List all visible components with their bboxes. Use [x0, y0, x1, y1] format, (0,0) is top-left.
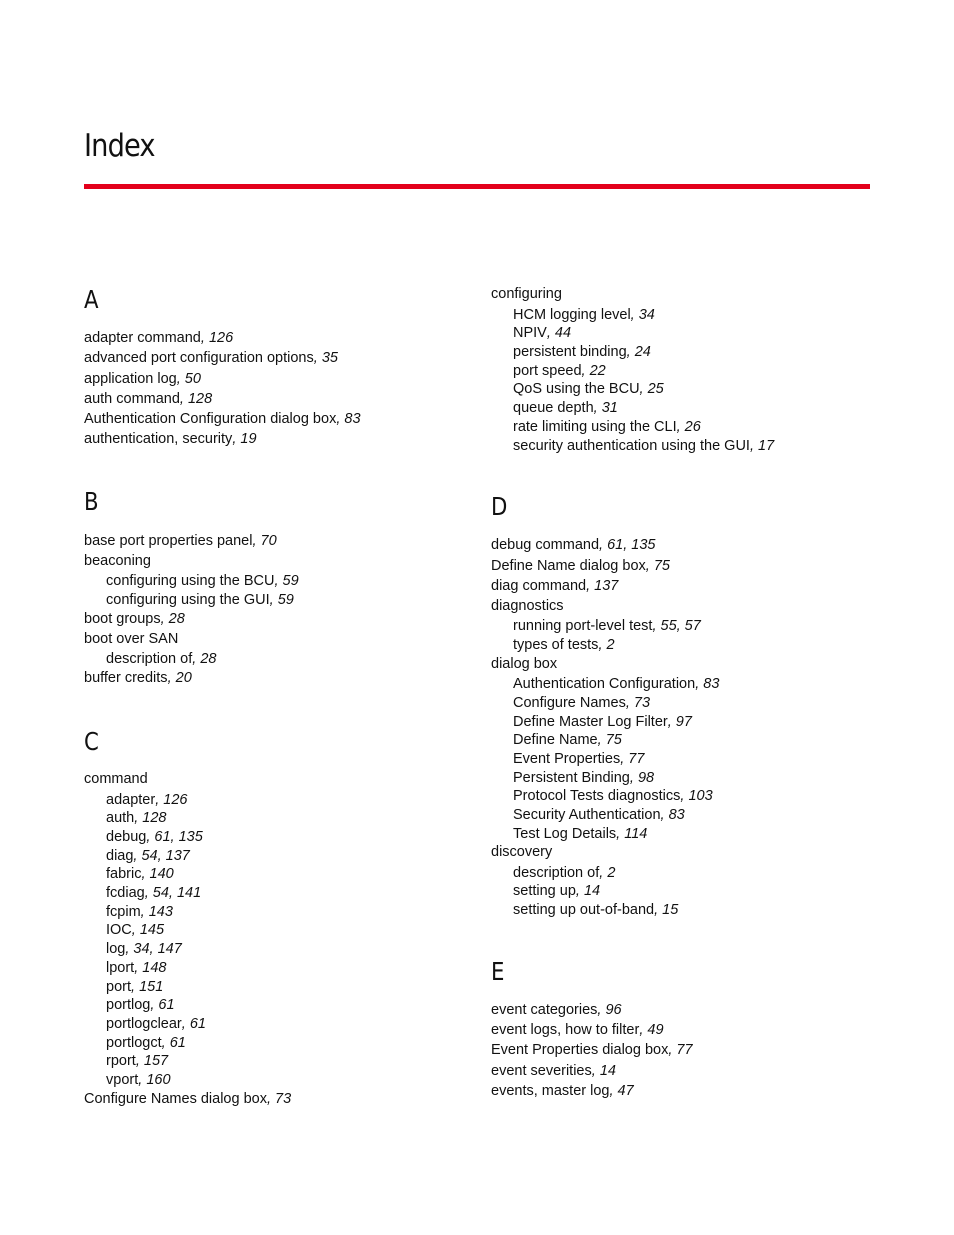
entry-term: rate limiting using the CLI [513, 419, 677, 435]
page-reference[interactable]: 73 [275, 1091, 292, 1107]
page-reference[interactable]: 59 [282, 573, 299, 589]
index-subentry: Persistent Binding, 98 [513, 770, 655, 786]
page-reference[interactable]: 73 [633, 695, 651, 711]
entry-term: Event Properties [513, 751, 621, 767]
entry-term: Event Properties dialog box [491, 1042, 669, 1058]
index-entry: auth command, 128 [84, 391, 213, 407]
page-reference[interactable]: 126 [163, 792, 188, 808]
index-subentry: QoS using the BCU, 25 [513, 381, 664, 397]
page-reference[interactable]: 55, 57 [660, 618, 701, 634]
index-subentry: Event Properties, 77 [513, 751, 645, 767]
page-reference[interactable]: 61, 135 [607, 537, 656, 553]
index-subentry: vport, 160 [106, 1072, 171, 1088]
index-subentry: adapter, 126 [106, 792, 188, 808]
entry-term: Security Authentication [513, 807, 661, 823]
page-reference[interactable]: 17 [758, 438, 775, 454]
index-subentry: configuring using the BCU, 59 [106, 573, 299, 589]
index-entry: event severities, 14 [491, 1063, 616, 1079]
page-reference[interactable]: 128 [187, 391, 213, 407]
entry-term: diag [106, 848, 134, 864]
entry-term: fabric [106, 866, 142, 882]
index-subentry: setting up out-of-band, 15 [513, 902, 679, 918]
index-entry: adapter command, 126 [84, 330, 234, 346]
page-reference[interactable]: 50 [184, 371, 201, 387]
index-subentry: Test Log Details, 114 [513, 826, 648, 842]
index-subentry: Define Master Log Filter, 97 [513, 714, 692, 730]
entry-term: rport [106, 1053, 136, 1069]
entry-term: log [106, 941, 126, 957]
entry-term: queue depth [513, 400, 594, 416]
entry-term: Authentication Configuration [513, 676, 696, 692]
entry-term: event categories [491, 1002, 598, 1018]
entry-term: Configure Names [513, 695, 626, 711]
page-reference[interactable]: 2 [607, 865, 616, 881]
page-reference[interactable]: 70 [260, 533, 277, 549]
index-entry [491, 285, 562, 303]
index-subentry: setting up, 14 [513, 883, 601, 899]
entry-term: command [84, 771, 148, 787]
entry-term: event logs, how to filter [491, 1022, 640, 1038]
index-subentry: Security Authentication, 83 [513, 807, 685, 823]
index-entry [84, 552, 151, 570]
entry-term: fcpim [106, 904, 141, 920]
entry-term: auth [106, 810, 135, 826]
entry-term: event severities [491, 1063, 592, 1079]
page-reference[interactable]: 44 [554, 325, 572, 341]
index-subentry: queue depth, 31 [513, 400, 618, 416]
index-subentry: types of tests, 2 [513, 637, 615, 653]
page-reference[interactable]: 24 [634, 344, 651, 360]
page-reference[interactable]: 160 [146, 1072, 171, 1088]
page-reference[interactable]: 75 [653, 558, 670, 574]
page-reference[interactable]: 54, 141 [152, 885, 202, 901]
index-subentry: log, 34, 147 [106, 941, 182, 957]
page-reference[interactable]: 14 [583, 883, 601, 899]
page-reference[interactable]: 151 [139, 979, 164, 995]
index-subentry: persistent binding, 24 [513, 344, 651, 360]
section-letter: E [491, 957, 505, 986]
entry-term: beaconing [84, 553, 151, 569]
index-subentry: description of, 2 [513, 865, 616, 881]
section-letter: D [491, 492, 508, 521]
entry-term: events, master log [491, 1083, 610, 1099]
page-reference[interactable]: 98 [637, 770, 655, 786]
page-reference[interactable]: 103 [688, 788, 713, 804]
page-reference[interactable]: 75 [605, 732, 622, 748]
index-subentry: portlog, 61 [106, 997, 175, 1013]
page-reference[interactable]: 34 [638, 307, 655, 323]
page-reference[interactable]: 77 [628, 751, 645, 767]
page-reference[interactable]: 49 [647, 1022, 664, 1038]
index-subentry: security authentication using the GUI, 17 [513, 438, 775, 454]
page-title: Index [84, 128, 155, 164]
entry-term: diag command [491, 578, 587, 594]
entry-term: Define Master Log Filter [513, 714, 668, 730]
entry-term: portlogclear [106, 1016, 182, 1032]
page-reference[interactable]: 114 [624, 826, 648, 842]
page-reference[interactable]: 96 [605, 1002, 622, 1018]
page-reference[interactable]: 126 [208, 330, 234, 346]
entry-term: description of [513, 865, 600, 881]
entry-term: authentication, security [84, 431, 233, 447]
page-reference[interactable]: 54, 137 [141, 848, 190, 864]
index-subentry: diag, 54, 137 [106, 848, 190, 864]
page-reference[interactable]: 148 [142, 960, 167, 976]
entry-term: setting up out-of-band [513, 902, 655, 918]
entry-term: lport [106, 960, 135, 976]
index-entry: event categories, 96 [491, 1002, 622, 1018]
page-reference[interactable]: 47 [617, 1083, 634, 1099]
index-entry: application log, 50 [84, 371, 201, 387]
index-subentry: portlogclear, 61 [106, 1016, 206, 1032]
entry-term: buffer credits [84, 670, 168, 686]
index-subentry: rport, 157 [106, 1053, 169, 1069]
index-entry: Configure Names dialog box, 73 [84, 1091, 292, 1107]
index-subentry: Authentication Configuration, 83 [513, 676, 720, 692]
page-reference[interactable]: 61 [189, 1016, 206, 1032]
index-subentry: fabric, 140 [106, 866, 174, 882]
section-letter: B [84, 487, 99, 516]
page-reference[interactable]: 31 [601, 400, 618, 416]
entry-term: dialog box [491, 656, 558, 672]
index-subentry: debug, 61, 135 [106, 829, 203, 845]
entry-term: Persistent Binding [513, 770, 630, 786]
page-reference[interactable]: 26 [684, 419, 701, 435]
index-subentry: configuring using the GUI, 59 [106, 592, 294, 608]
entry-term: QoS using the BCU [513, 381, 640, 397]
page-reference[interactable]: 14 [599, 1063, 616, 1079]
index-entry: Event Properties dialog box, 77 [491, 1042, 693, 1058]
page-reference[interactable]: 83 [703, 676, 720, 692]
entry-term: Configure Names dialog box [84, 1091, 267, 1107]
entry-term: base port properties panel [84, 533, 253, 549]
page-reference[interactable]: 22 [589, 363, 606, 379]
page-reference[interactable]: 143 [148, 904, 173, 920]
entry-term: port [106, 979, 131, 995]
index-entry [491, 843, 552, 861]
index-entry [491, 597, 564, 615]
page-reference[interactable]: 97 [675, 714, 692, 730]
index-subentry: Protocol Tests diagnostics, 103 [513, 788, 713, 804]
page-reference[interactable]: 25 [647, 381, 664, 397]
page-reference[interactable]: 61 [158, 997, 175, 1013]
entry-term: setting up [513, 883, 576, 899]
entry-term: application log [84, 371, 177, 387]
index-subentry: portlogct, 61 [106, 1035, 186, 1051]
entry-term: Test Log Details [513, 826, 617, 842]
title-rule [84, 184, 870, 189]
entry-term: adapter command [84, 330, 201, 346]
page-reference[interactable]: 59 [277, 592, 294, 608]
page-reference[interactable]: 35 [321, 350, 338, 366]
index-entry: diag command, 137 [491, 578, 619, 594]
entry-term: discovery [491, 844, 553, 860]
index-subentry: description of, 28 [106, 651, 217, 667]
entry-term: portlog [106, 997, 151, 1013]
entry-term: auth command [84, 391, 180, 407]
entry-term: boot groups [84, 611, 161, 627]
entry-term: configuring [491, 286, 562, 302]
index-subentry: Configure Names, 73 [513, 695, 651, 711]
index-entry [491, 655, 557, 673]
index-entry: buffer credits, 20 [84, 670, 192, 686]
index-entry [84, 770, 148, 788]
index-entry: debug command, 61, 135 [491, 537, 656, 553]
index-subentry: rate limiting using the CLI, 26 [513, 419, 701, 435]
page-reference[interactable]: 28 [168, 611, 185, 627]
index-entry: advanced port configuration options, 35 [84, 350, 338, 366]
entry-term: portlogct [106, 1035, 162, 1051]
entry-term: running port-level test [513, 618, 653, 634]
entry-term: debug command [491, 537, 600, 553]
index-subentry: running port-level test, 55, 57 [513, 618, 701, 634]
entry-term: types of tests [513, 637, 599, 653]
entry-term: advanced port configuration options [84, 350, 314, 366]
page-reference[interactable]: 15 [662, 902, 679, 918]
index-subentry: port speed, 22 [513, 363, 606, 379]
index-entry [84, 630, 178, 648]
entry-term: Authentication Configuration dialog box [84, 411, 337, 427]
index-subentry: fcdiag, 54, 141 [106, 885, 202, 901]
entry-term: diagnostics [491, 598, 564, 614]
page-reference[interactable]: 83 [344, 411, 361, 427]
entry-term: IOC [106, 922, 132, 938]
index-subentry: port, 151 [106, 979, 164, 995]
page-reference[interactable]: 128 [142, 810, 167, 826]
index-entry: authentication, security, 19 [84, 431, 257, 447]
entry-term: port speed [513, 363, 582, 379]
index-subentry: NPIV, 44 [513, 325, 572, 341]
page-reference[interactable]: 61 [169, 1035, 186, 1051]
entry-term: description of [106, 651, 193, 667]
entry-term: security authentication using the GUI [513, 438, 750, 454]
entry-term: vport [106, 1072, 139, 1088]
section-letter: A [84, 285, 99, 314]
page-reference[interactable]: 157 [143, 1053, 169, 1069]
index-subentry: IOC, 145 [106, 922, 165, 938]
index-subentry: Define Name, 75 [513, 732, 622, 748]
index-subentry: HCM logging level, 34 [513, 307, 655, 323]
page-reference[interactable]: 140 [149, 866, 174, 882]
index-entry: boot groups, 28 [84, 611, 185, 627]
page-reference[interactable]: 28 [200, 651, 217, 667]
index-subentry: lport, 148 [106, 960, 167, 976]
entry-term: Define Name [513, 732, 598, 748]
entry-term: HCM logging level [513, 307, 631, 323]
entry-term: debug [106, 829, 147, 845]
page-reference[interactable]: 20 [175, 670, 192, 686]
entry-term: configuring using the BCU [106, 573, 275, 589]
entry-term: persistent binding [513, 344, 627, 360]
page-reference[interactable]: 145 [139, 922, 165, 938]
index-entry: events, master log, 47 [491, 1083, 634, 1099]
entry-term: configuring using the GUI [106, 592, 270, 608]
index-entry: Define Name dialog box, 75 [491, 558, 670, 574]
page-reference[interactable]: 19 [240, 431, 257, 447]
index-entry: base port properties panel, 70 [84, 533, 277, 549]
entry-term: boot over SAN [84, 631, 179, 647]
index-entry: event logs, how to filter, 49 [491, 1022, 664, 1038]
index-subentry: fcpim, 143 [106, 904, 173, 920]
entry-term: fcdiag [106, 885, 145, 901]
section-letter: C [84, 727, 99, 756]
page-reference[interactable]: 77 [676, 1042, 693, 1058]
index-subentry: auth, 128 [106, 810, 167, 826]
page-reference[interactable]: 2 [606, 637, 615, 653]
page-reference[interactable]: 83 [668, 807, 685, 823]
page-reference[interactable]: 61, 135 [154, 829, 203, 845]
entry-term: adapter [106, 792, 156, 808]
page-reference[interactable]: 34, 147 [133, 941, 182, 957]
entry-term: NPIV [513, 325, 547, 341]
index-entry: Authentication Configuration dialog box, 83 [84, 411, 361, 427]
page-reference[interactable]: 137 [594, 578, 619, 594]
entry-term: Define Name dialog box [491, 558, 646, 574]
entry-term: Protocol Tests diagnostics [513, 788, 681, 804]
